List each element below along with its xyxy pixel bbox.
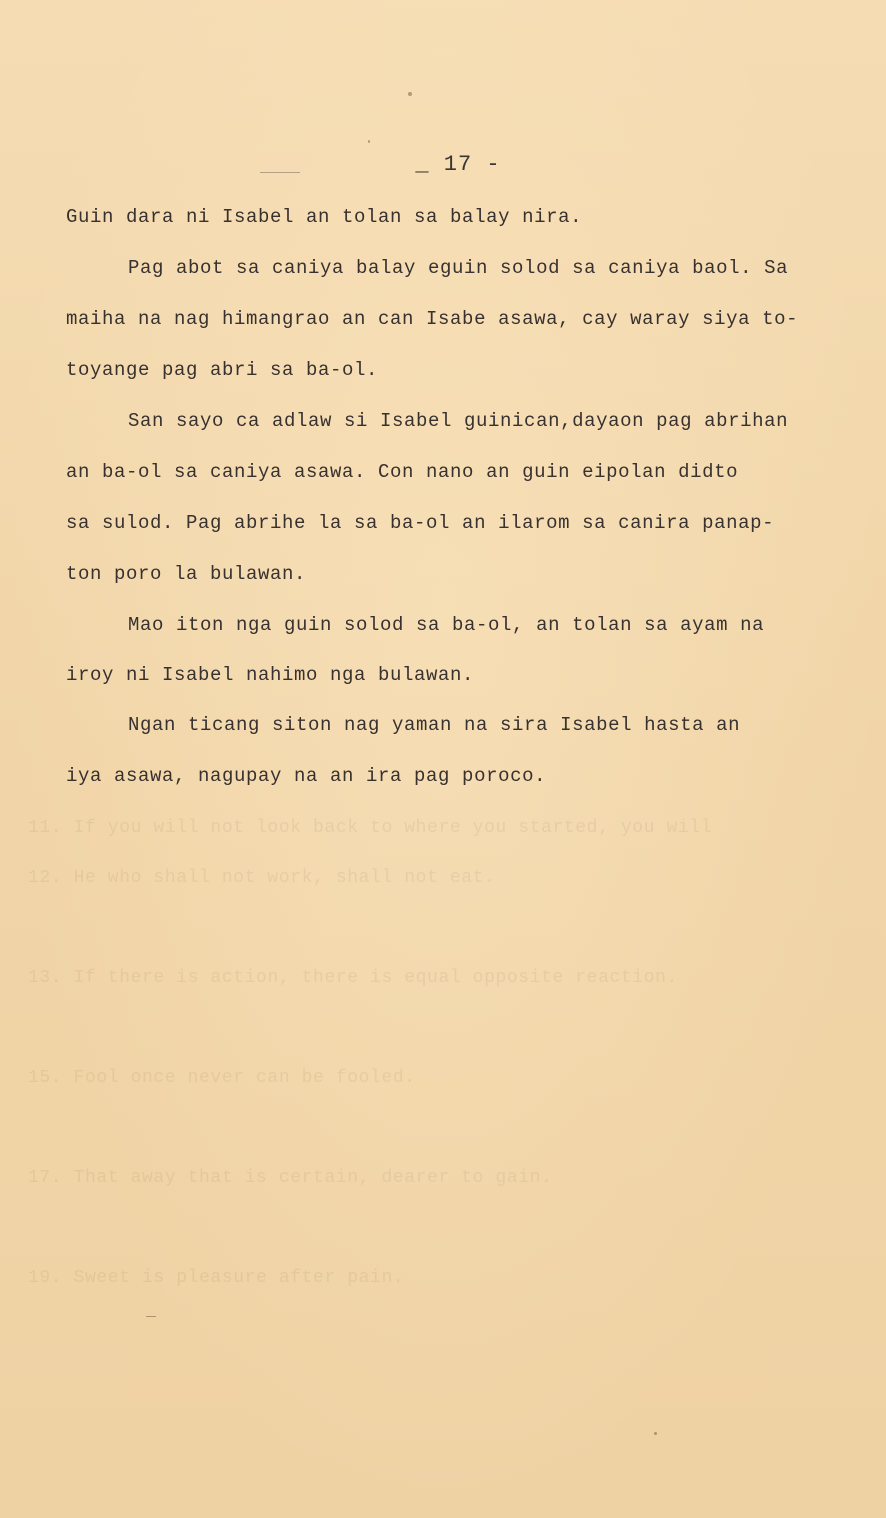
paper-speck — [146, 1316, 156, 1317]
text-line: Ngan ticang siton nag yaman na sira Isabel hasta an — [128, 714, 741, 736]
text-line: an ba-ol sa caniya asawa. Con nano an guin eipolan didto — [66, 461, 739, 483]
text-line: maiha na nag himangrao an can Isabe asawa, cay waray siya to- — [66, 308, 799, 330]
bleed-through-text: 15. Fool once never can be fooled. — [28, 1068, 416, 1088]
text-line: ton poro la bulawan. — [66, 563, 307, 585]
paper-speck — [368, 140, 370, 143]
bleed-through-text: 11. If you will not look back to where you started, you will — [28, 818, 713, 838]
text-line: toyange pag abri sa ba-ol. — [66, 359, 379, 381]
paper-speck — [654, 1432, 657, 1435]
bleed-through-text: 13. If there is action, there is equal opposite reaction. — [28, 968, 678, 988]
paper-speck — [408, 92, 412, 96]
text-line: San sayo ca adlaw si Isabel guinican,dayaon pag abrihan — [128, 410, 789, 432]
bleed-through-text: 19. Sweet is pleasure after pain. — [28, 1268, 405, 1288]
bleed-through-text: 12. He who shall not work, shall not eat. — [28, 868, 496, 888]
text-line: Mao iton nga guin solod sa ba-ol, an tolan sa ayam na — [128, 614, 765, 636]
text-line: iya asawa, nagupay na an ira pag poroco. — [66, 765, 547, 787]
page-number: _ 17 - — [415, 152, 501, 177]
text-line: sa sulod. Pag abrihe la sa ba-ol an ilarom sa canira panap- — [66, 512, 775, 534]
text-line: Guin dara ni Isabel an tolan sa balay nira. — [66, 206, 583, 228]
text-line: iroy ni Isabel nahimo nga bulawan. — [66, 664, 475, 686]
text-line: Pag abot sa caniya balay eguin solod sa caniya baol. Sa — [128, 257, 789, 279]
bleed-through-text: 17. That away that is certain, dearer to gain. — [28, 1168, 553, 1188]
